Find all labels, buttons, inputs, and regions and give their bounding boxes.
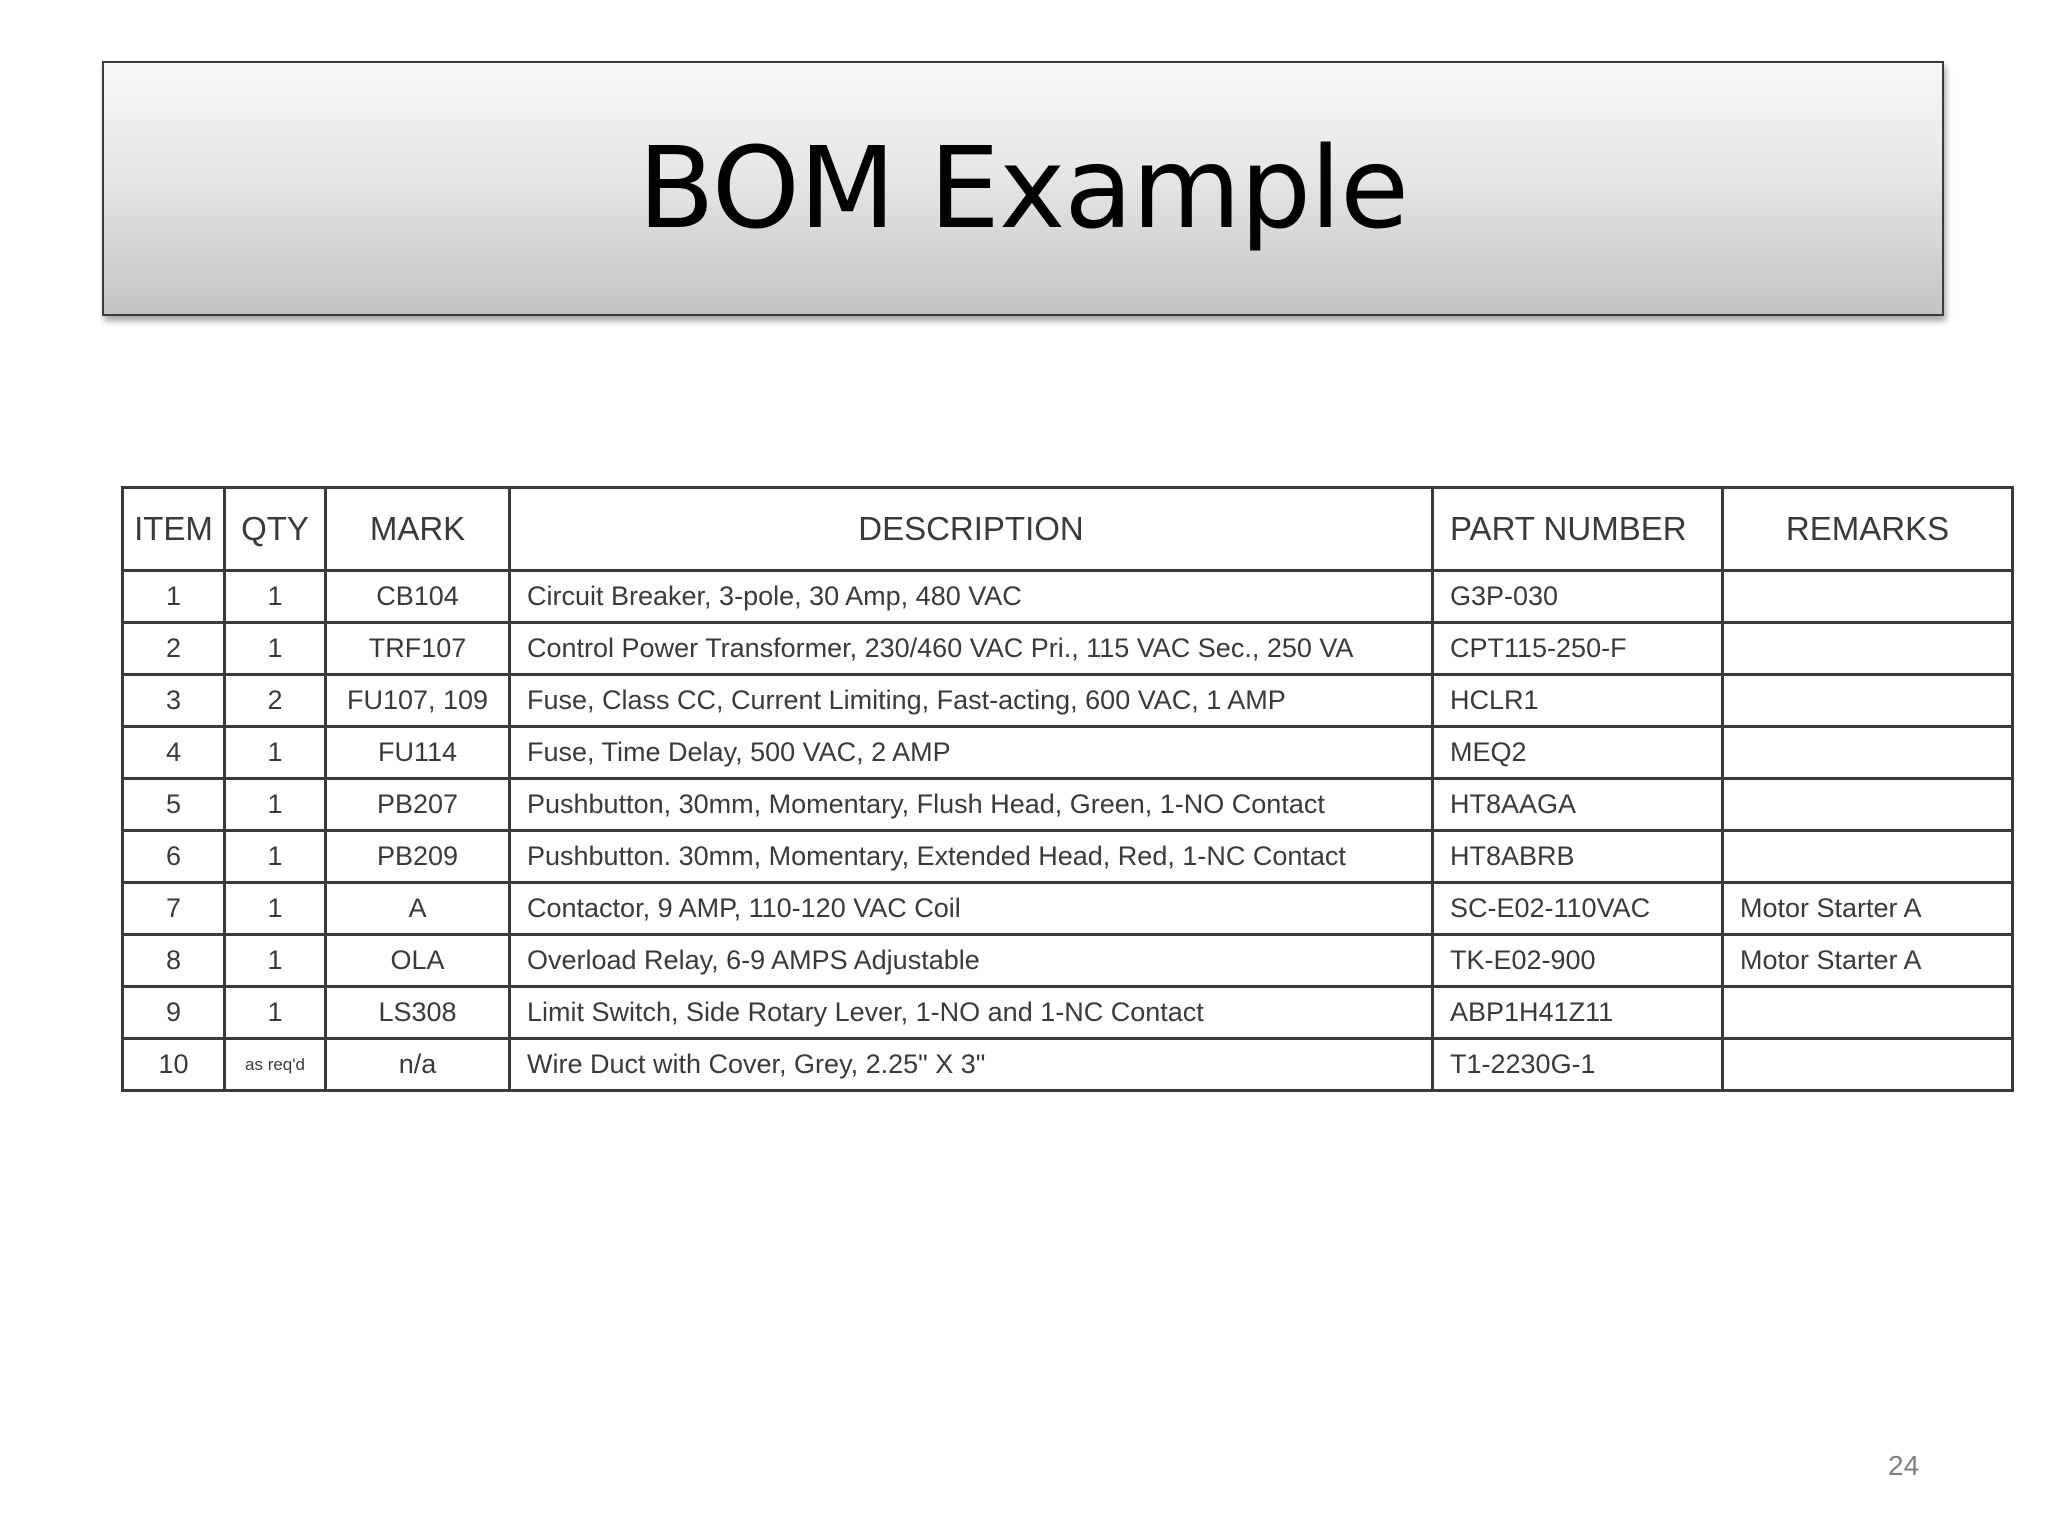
cell-remarks (1723, 987, 2013, 1039)
cell-description: Contactor, 9 AMP, 110-120 VAC Coil (510, 883, 1433, 935)
cell-item: 4 (123, 727, 225, 779)
cell-description: Circuit Breaker, 3-pole, 30 Amp, 480 VAC (510, 571, 1433, 623)
table-row (123, 727, 2013, 779)
cell-part-number: HT8AAGA (1433, 779, 1723, 831)
bom-table (121, 486, 2014, 1092)
table-row (123, 831, 2013, 883)
cell-part-number: T1-2230G-1 (1433, 1039, 1723, 1091)
cell-item: 7 (123, 883, 225, 935)
cell-item: 5 (123, 779, 225, 831)
cell-remarks (1723, 831, 2013, 883)
cell-item: 2 (123, 623, 225, 675)
cell-part-number: HT8ABRB (1433, 831, 1723, 883)
cell-mark: n/a (326, 1039, 510, 1091)
cell-remarks (1723, 675, 2013, 727)
cell-description: Control Power Transformer, 230/460 VAC Pri., 115 VAC Sec., 250 VA (510, 623, 1433, 675)
cell-item: 6 (123, 831, 225, 883)
cell-part-number: HCLR1 (1433, 675, 1723, 727)
cell-qty: 1 (225, 987, 326, 1039)
cell-description: Fuse, Class CC, Current Limiting, Fast-acting, 600 VAC, 1 AMP (510, 675, 1433, 727)
table-header-row (123, 488, 2013, 571)
cell-description: Fuse, Time Delay, 500 VAC, 2 AMP (510, 727, 1433, 779)
cell-qty: 2 (225, 675, 326, 727)
header-mark: MARK (326, 488, 510, 571)
cell-item: 10 (123, 1039, 225, 1091)
title-box (102, 61, 1944, 316)
table-row (123, 987, 2013, 1039)
cell-mark: OLA (326, 935, 510, 987)
cell-qty: 1 (225, 779, 326, 831)
cell-remarks (1723, 571, 2013, 623)
cell-part-number: MEQ2 (1433, 727, 1723, 779)
header-description: DESCRIPTION (510, 488, 1433, 571)
table-row (123, 675, 2013, 727)
cell-description: Pushbutton. 30mm, Momentary, Extended Head, Red, 1-NC Contact (510, 831, 1433, 883)
cell-qty: 1 (225, 831, 326, 883)
cell-remarks: Motor Starter A (1723, 935, 2013, 987)
cell-item: 3 (123, 675, 225, 727)
cell-remarks (1723, 727, 2013, 779)
cell-qty: 1 (225, 623, 326, 675)
cell-part-number: TK-E02-900 (1433, 935, 1723, 987)
cell-qty: 1 (225, 571, 326, 623)
cell-part-number: CPT115-250-F (1433, 623, 1723, 675)
cell-qty: 1 (225, 883, 326, 935)
page-number: 24 (1888, 1450, 1920, 1481)
cell-qty: as req'd (225, 1039, 326, 1091)
cell-description: Overload Relay, 6-9 AMPS Adjustable (510, 935, 1433, 987)
cell-mark: FU107, 109 (326, 675, 510, 727)
cell-qty: 1 (225, 727, 326, 779)
header-item: ITEM (123, 488, 225, 571)
cell-mark: PB207 (326, 779, 510, 831)
header-remarks: REMARKS (1723, 488, 2013, 571)
cell-qty: 1 (225, 935, 326, 987)
cell-description: Pushbutton, 30mm, Momentary, Flush Head, Green, 1-NO Contact (510, 779, 1433, 831)
cell-item: 8 (123, 935, 225, 987)
cell-part-number: SC-E02-110VAC (1433, 883, 1723, 935)
cell-mark: TRF107 (326, 623, 510, 675)
cell-remarks (1723, 1039, 2013, 1091)
cell-item: 9 (123, 987, 225, 1039)
table-row (123, 883, 2013, 935)
cell-mark: CB104 (326, 571, 510, 623)
cell-description: Limit Switch, Side Rotary Lever, 1-NO and 1-NC Contact (510, 987, 1433, 1039)
cell-item: 1 (123, 571, 225, 623)
cell-description: Wire Duct with Cover, Grey, 2.25" X 3" (510, 1039, 1433, 1091)
cell-mark: FU114 (326, 727, 510, 779)
cell-remarks: Motor Starter A (1723, 883, 2013, 935)
cell-mark: LS308 (326, 987, 510, 1039)
cell-mark: PB209 (326, 831, 510, 883)
cell-part-number: ABP1H41Z11 (1433, 987, 1723, 1039)
cell-part-number: G3P-030 (1433, 571, 1723, 623)
cell-mark: A (326, 883, 510, 935)
table-row (123, 935, 2013, 987)
table-row (123, 571, 2013, 623)
slide-title: BOM Example (637, 123, 1409, 254)
header-qty: QTY (225, 488, 326, 571)
header-part-number: PART NUMBER (1433, 488, 1723, 571)
table-row (123, 623, 2013, 675)
cell-remarks (1723, 623, 2013, 675)
table-row (123, 779, 2013, 831)
cell-remarks (1723, 779, 2013, 831)
table-row (123, 1039, 2013, 1091)
